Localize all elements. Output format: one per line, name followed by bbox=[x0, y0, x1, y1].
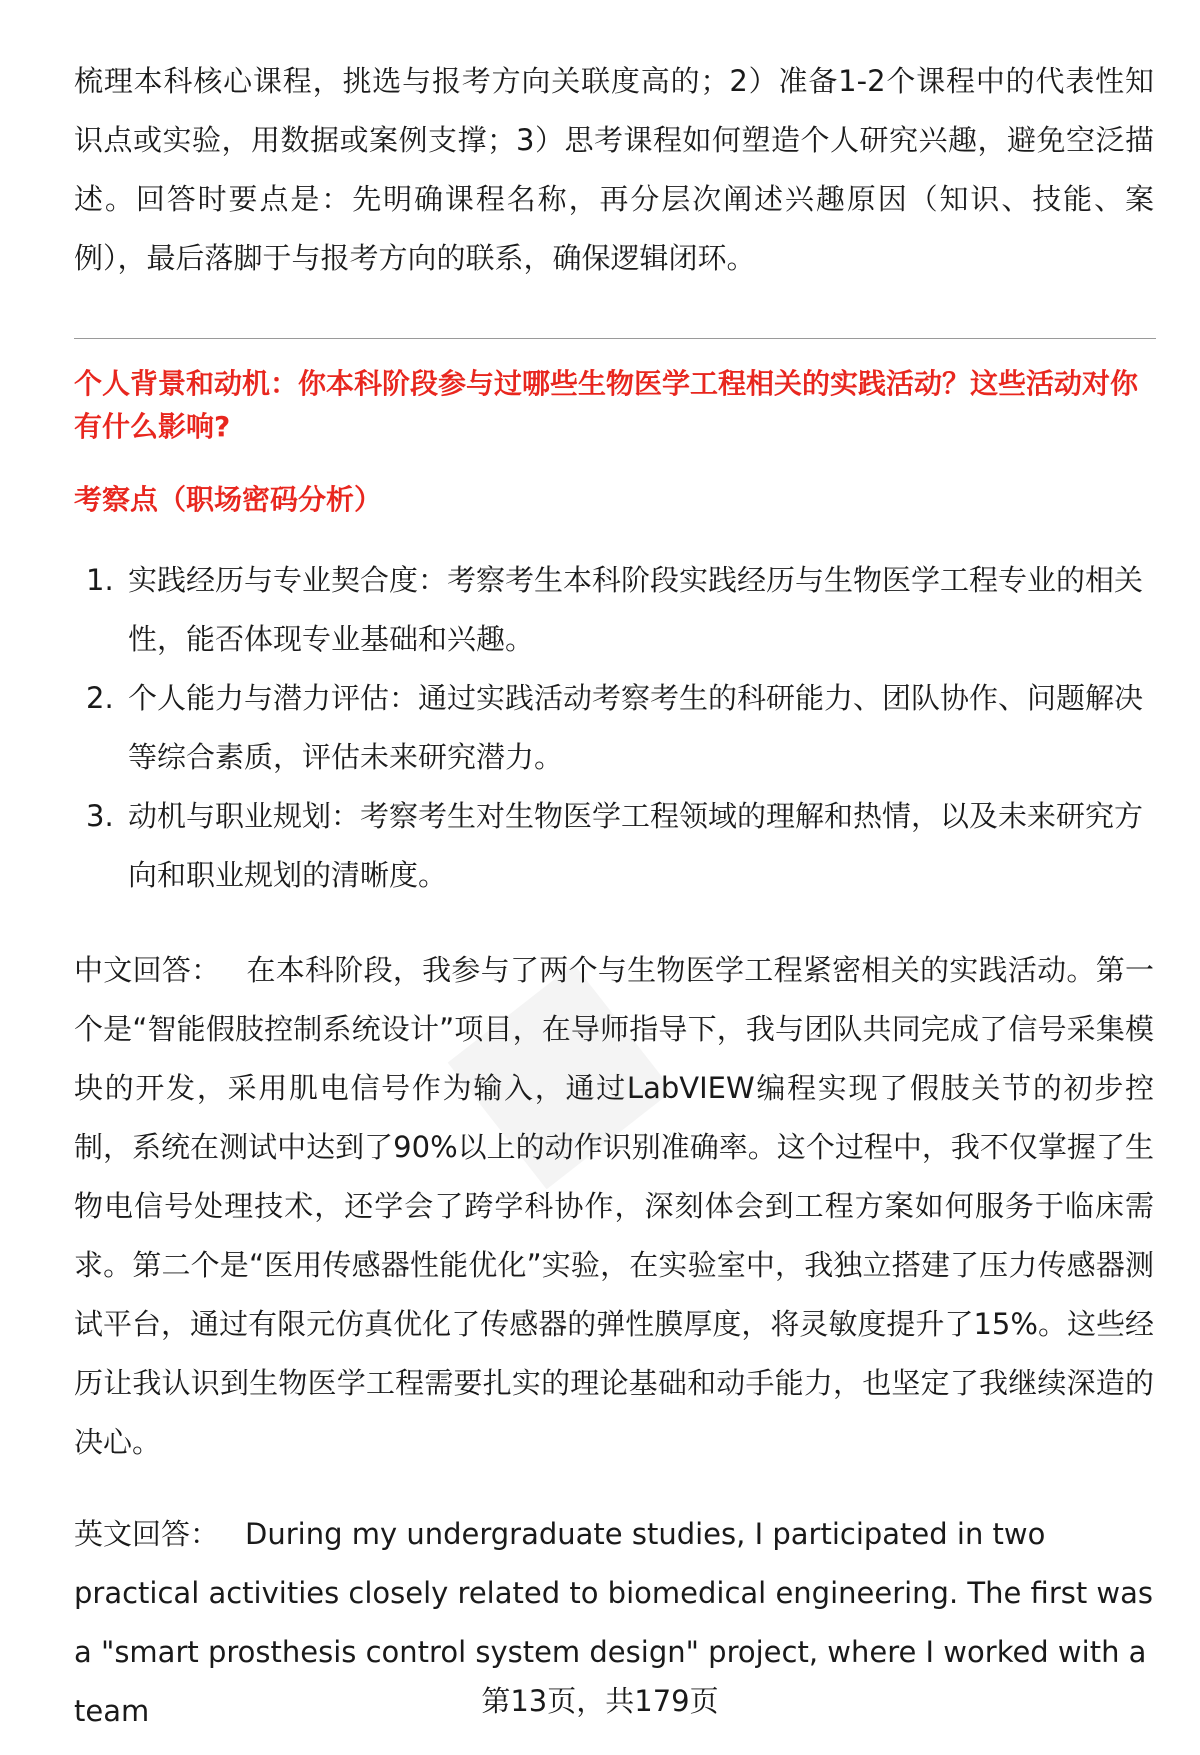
chinese-answer-label: 中文回答： bbox=[74, 953, 221, 987]
chinese-answer bbox=[74, 941, 1154, 1472]
assessment-heading: 考察点（职场密码分析） bbox=[74, 483, 383, 516]
list-item-text: 个人能力与潜力评估：通过实践活动考察考生的科研能力、团队协作、问题解决等综合素质，评估未来研究潜力。 bbox=[128, 681, 1144, 774]
list-item-text: 实践经历与专业契合度：考察考生本科阶段实践经历与生物医学工程专业的相关性，能否体现专业基础和兴趣。 bbox=[128, 563, 1144, 656]
list-item-text: 动机与职业规划：考察考生对生物医学工程领域的理解和热情，以及未来研究方向和职业规划的清晰度。 bbox=[128, 799, 1144, 892]
list-number: 1. bbox=[86, 563, 114, 597]
section-divider bbox=[74, 338, 1156, 339]
question-heading: 个人背景和动机：你本科阶段参与过哪些生物医学工程相关的实践活动？这些活动对你有什么影响? bbox=[74, 367, 1139, 443]
intro-paragraph: 梳理本科核心课程，挑选与报考方向关联度高的；2）准备1-2个课程中的代表性知识点或实验，用数据或案例支撑；3）思考课程如何塑造个人研究兴趣，避免空泛描述。回答时要点是：先明确课程名称，再分层次阐述兴趣原因（知识、技能、案例），最后落脚于与报考方向的联系，确保逻辑闭环。 bbox=[74, 64, 1154, 275]
list-item bbox=[74, 551, 1154, 669]
list-number: 3. bbox=[86, 799, 114, 833]
list-item bbox=[74, 669, 1154, 787]
chinese-answer-text: 在本科阶段，我参与了两个与生物医学工程紧密相关的实践活动。第一个是“智能假肢控制系统设计”项目，在导师指导下，我与团队共同完成了信号采集模块的开发，采用肌电信号作为输入，通过LabVIEW编程实现了假肢关节的初步控制，系统在测试中达到了90%以上的动作识别准确率。这个过程中，我不仅掌握了生物电信号处理技术，还学会了跨学科协作，深刻体会到工程方案如何服务于临床需求。第二个是“医用传感器性能优化”实验，在实验室中，我独立搭建了压力传感器测试平台，通过有限元仿真优化了传感器的弹性膜厚度，将灵敏度提升了15%。这些经历让我认识到生物医学工程需要扎实的理论基础和动手能力，也坚定了我继续深造的决心。 bbox=[74, 953, 1154, 1459]
page-footer: 第13页，共179页 bbox=[481, 1684, 719, 1718]
assessment-points-list bbox=[74, 551, 1154, 905]
list-item bbox=[74, 787, 1154, 905]
list-number: 2. bbox=[86, 681, 114, 715]
english-answer-label: 英文回答： bbox=[74, 1517, 220, 1551]
english-answer-text: During my undergraduate studies, I participated in two practical activities closely related to biomedical engineering. The first was a "smart prosthesis control system design" project, where I worked with a team bbox=[74, 1517, 1154, 1728]
